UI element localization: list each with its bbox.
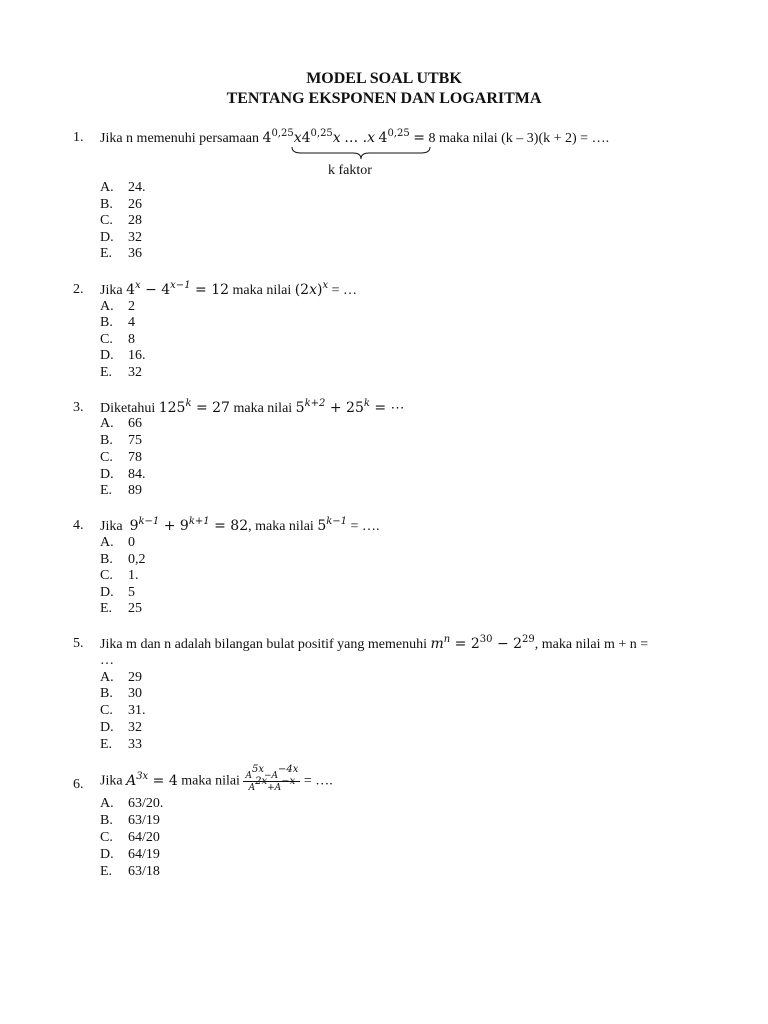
option: A. 63/20. <box>100 796 164 811</box>
option: C. 31. <box>100 703 146 718</box>
option: B. 4 <box>100 315 135 330</box>
option: A. 0 <box>100 535 135 550</box>
question-2-text: Jika $4^x - 4^{x-1} = 12$ maka nilai $(2x)^x$ = … <box>100 280 358 298</box>
option: D. 32 <box>100 720 142 735</box>
option: A. 29 <box>100 670 142 685</box>
doc-title-line1: MODEL SOAL UTBK <box>306 70 462 87</box>
option: D. 64/19 <box>100 847 160 862</box>
option: D. 32 <box>100 230 142 245</box>
option: C. 78 <box>100 450 142 465</box>
option: B. 0,2 <box>100 552 146 567</box>
option: B. 75 <box>100 433 142 448</box>
option: A. 24. <box>100 180 146 195</box>
question-1-number: 1. <box>73 130 84 145</box>
question-3-text: Diketahui $125^k = 27$ maka nilai $5^{k+2} + 25^k$ = ⋯ <box>100 398 405 416</box>
option: B. 63/19 <box>100 813 160 828</box>
question-3-number: 3. <box>73 400 84 415</box>
question-5-wrap: … <box>100 653 114 668</box>
doc-title-line2: TENTANG EKSPONEN DAN LOGARITMA <box>226 90 542 107</box>
option: E. 63/18 <box>100 864 160 879</box>
question-2-number: 2. <box>73 282 84 297</box>
question-4-number: 4. <box>73 518 84 533</box>
option: E. 32 <box>100 365 142 380</box>
question-5-text: Jika m dan n adalah bilangan bulat positif yang memenuhi $m^n = 2^{30} - 2^{29}$, maka nilai m + n = <box>100 634 649 652</box>
option: B. 26 <box>100 197 142 212</box>
underbrace <box>291 146 431 160</box>
brace-label: k faktor <box>328 163 372 178</box>
fraction: $\frac{A^{5x}-A^{-4x}}{A^{2x}+A^{-x}}$ <box>245 764 299 793</box>
option: E. 25 <box>100 601 142 616</box>
option: C. 28 <box>100 213 142 228</box>
question-6-text: Jika $A^{3x} = 4$ maka nilai $\frac{A^{5x}-A^{-4x}}{A^{2x}+A^{-x}}$ = …. <box>100 764 333 793</box>
option: E. 36 <box>100 246 142 261</box>
option: A. 2 <box>100 299 135 314</box>
option: C. 8 <box>100 332 135 347</box>
option: B. 30 <box>100 686 142 701</box>
option: D. 16. <box>100 348 146 363</box>
question-6-number: 6. <box>73 777 84 792</box>
question-4-text: Jika $9^{k-1} + 9^{k+1} = 82$, maka nilai $5^{k-1}$ = …. <box>100 516 380 534</box>
option: E. 33 <box>100 737 142 752</box>
option: D. 5 <box>100 585 135 600</box>
option: C. 64/20 <box>100 830 160 845</box>
option: E. 89 <box>100 483 142 498</box>
option: D. 84. <box>100 467 146 482</box>
question-1-text: Jika n memenuhi persamaan 4$^{0,25}$x4$^{0,25}$x … .x 4$^{0,25}$ = 8 maka nilai (k – 3)(k + 2) = …. <box>100 128 610 146</box>
option: C. 1. <box>100 568 139 583</box>
option: A. 66 <box>100 416 142 431</box>
question-5-number: 5. <box>73 636 84 651</box>
